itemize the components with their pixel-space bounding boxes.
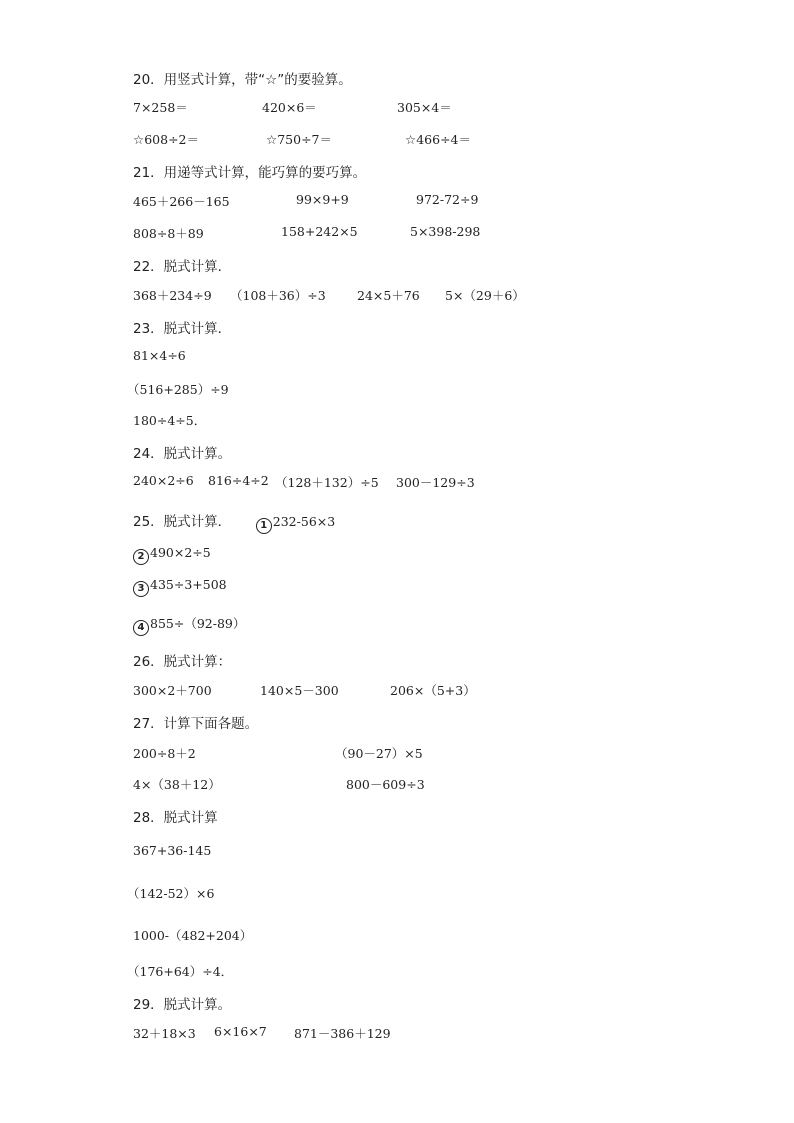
expression: 6×16×7 [214, 1024, 267, 1039]
expression: 972-72÷9 [416, 192, 479, 207]
expression: 871－386＋129 [294, 1026, 391, 1041]
circled-number-2: 2 [133, 549, 149, 565]
expression: 240×2÷6 [133, 473, 194, 488]
expression: 232-56×3 [272, 514, 336, 529]
expression: （516+285）÷9 [127, 382, 229, 397]
expression: 368＋234÷9 [133, 288, 212, 303]
question-21-row-1 [0, 192, 794, 210]
circled-number-4: 4 [133, 620, 149, 636]
question-25-item-4 [133, 614, 245, 636]
expression: 420×6＝ [262, 100, 317, 115]
question-27-row-1 [0, 744, 794, 762]
expression: 1000-（482+204） [133, 928, 253, 943]
expression: （90－27）×5 [335, 746, 423, 761]
question-22-row-1 [0, 286, 794, 304]
question-20-row-2 [0, 130, 794, 148]
expression: ☆466÷4＝ [405, 132, 471, 147]
expression: 808÷8＋89 [133, 226, 204, 241]
expression: 490×2÷5 [150, 545, 211, 560]
expression: 5×398-298 [410, 224, 481, 239]
expression: 206×（5+3） [390, 683, 476, 698]
question-26-title: 26．脱式计算： [133, 654, 232, 670]
expression: 5×（29＋6） [445, 288, 525, 303]
expression: 99×9+9 [296, 192, 349, 207]
question-24-row-1 [0, 473, 794, 491]
question-25-item-3 [133, 577, 227, 597]
expression: 305×4＝ [397, 100, 452, 115]
expression: 81×4÷6 [133, 348, 186, 363]
question-25-item-2 [133, 545, 211, 565]
question-20-title: 20．用竖式计算，带“☆”的要验算。 [133, 72, 352, 88]
question-29-row-1 [0, 1024, 794, 1042]
expression: 435÷3+508 [150, 577, 227, 592]
expression: ☆608÷2＝ [133, 132, 199, 147]
question-22-title: 22．脱式计算． [133, 259, 232, 275]
expression: 816÷4÷2 [208, 473, 269, 488]
question-20-row-1 [0, 98, 794, 116]
circled-number-3: 3 [133, 581, 149, 597]
question-25-title [133, 510, 335, 534]
expression: 465＋266－165 [133, 194, 230, 209]
expression: 32＋18×3 [133, 1026, 196, 1041]
question-25-title-text: 25．脱式计算． [133, 514, 232, 530]
question-27-row-2 [0, 775, 794, 793]
expression: 200÷8＋2 [133, 746, 196, 761]
question-21-title: 21．用递等式计算，能巧算的要巧算。 [133, 165, 367, 181]
question-21-row-2 [0, 224, 794, 242]
expression: （142-52）×6 [127, 886, 215, 901]
expression: 7×258＝ [133, 100, 188, 115]
expression: ☆750÷7＝ [266, 132, 332, 147]
question-26-row-1 [0, 681, 794, 699]
expression: 800－609÷3 [346, 777, 425, 792]
question-24-title: 24．脱式计算。 [133, 446, 232, 462]
expression: （128＋132）÷5 [275, 475, 379, 490]
question-27-title: 27．计算下面各题。 [133, 716, 259, 732]
expression: 158+242×5 [281, 224, 358, 239]
expression: （176+64）÷4． [127, 964, 234, 979]
expression: 180÷4÷5． [133, 413, 207, 428]
expression: 140×5－300 [260, 683, 339, 698]
expression: 300×2＋700 [133, 683, 212, 698]
expression: 4×（38＋12） [133, 777, 221, 792]
circled-number-1: 1 [256, 518, 272, 534]
expression: （108＋36）÷3 [230, 288, 326, 303]
expression: 24×5＋76 [357, 288, 420, 303]
question-23-title: 23．脱式计算． [133, 321, 232, 337]
expression: 855÷（92-89） [150, 616, 246, 631]
expression: 300－129÷3 [396, 475, 475, 490]
question-28-title: 28．脱式计算 [133, 810, 218, 826]
question-29-title: 29．脱式计算。 [133, 997, 232, 1013]
expression: 367+36-145 [133, 843, 212, 858]
